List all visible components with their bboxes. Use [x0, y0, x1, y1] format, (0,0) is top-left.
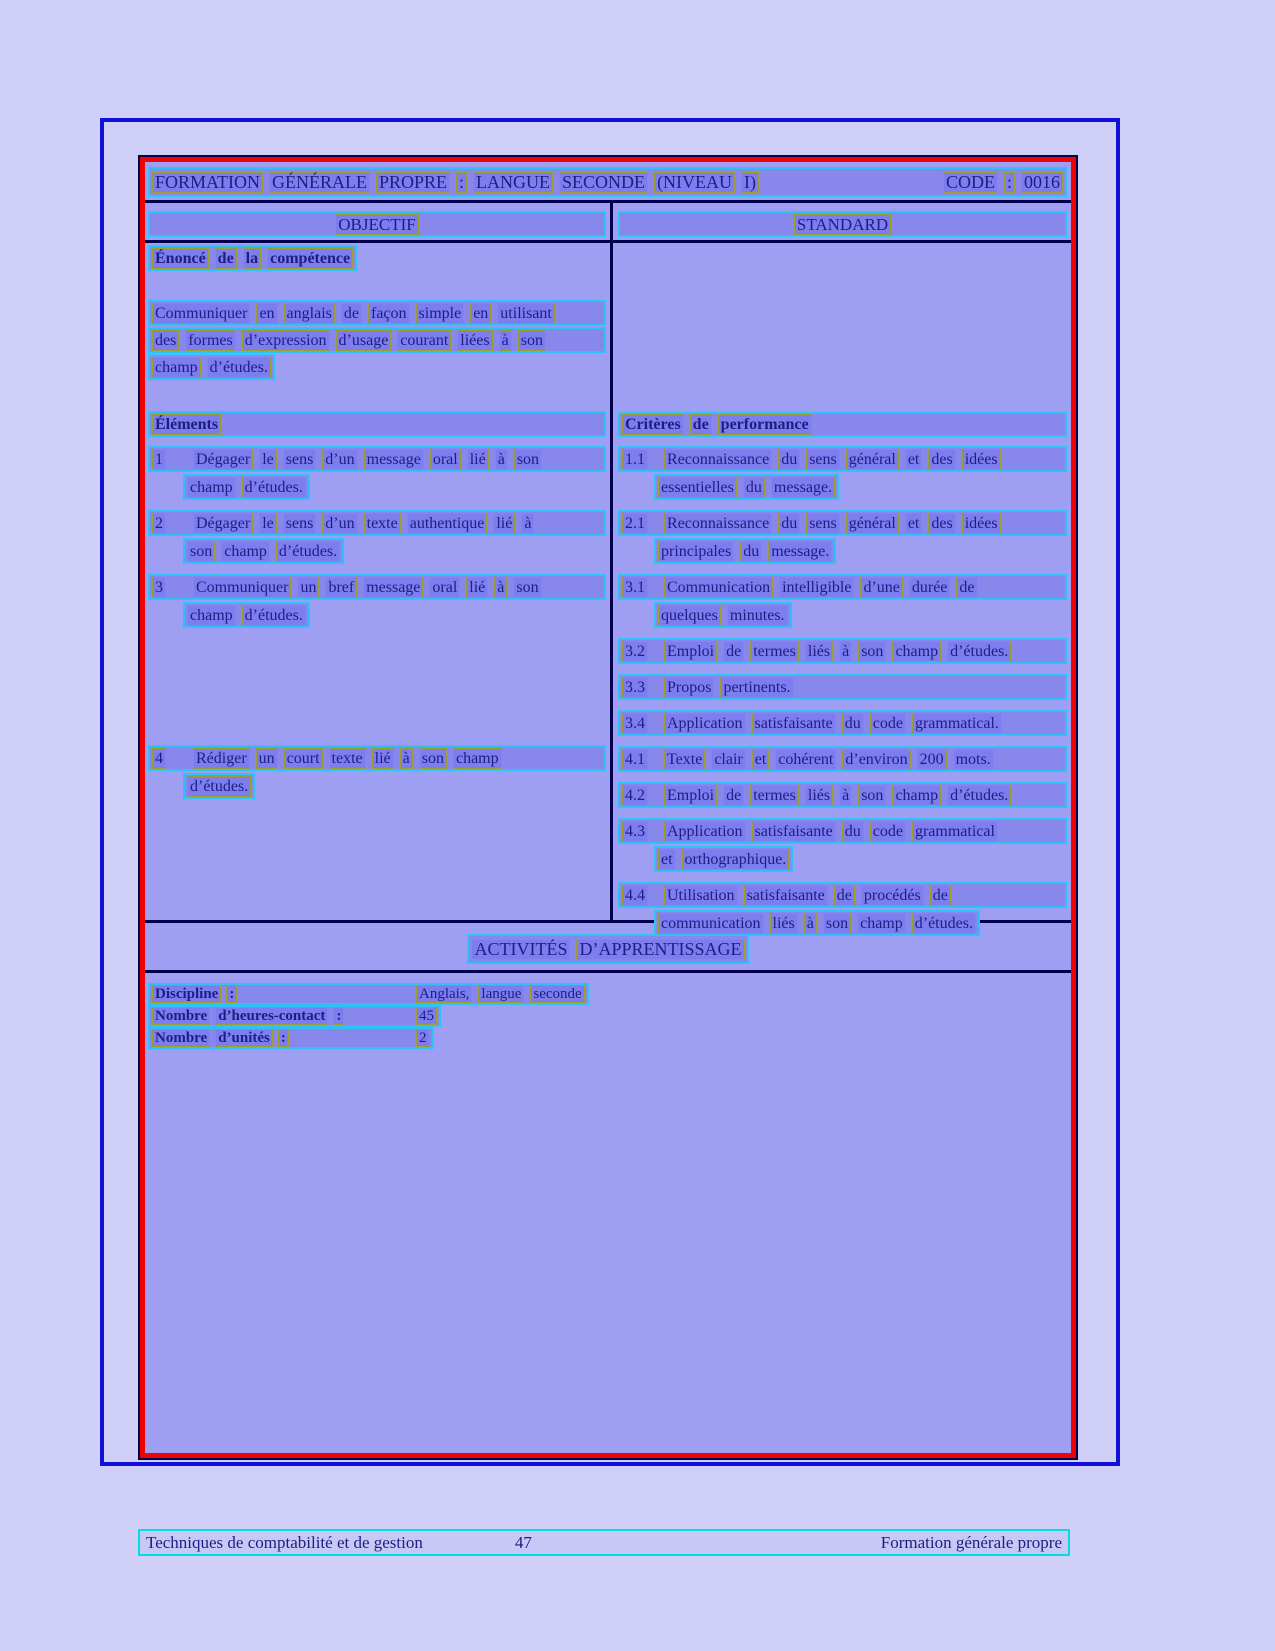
- word-box: un: [256, 748, 278, 769]
- page-footer: [138, 1529, 1070, 1556]
- word-box: simple: [416, 303, 465, 324]
- column-headers-row: [145, 203, 1071, 243]
- item-number: [152, 577, 187, 598]
- word-box: authentique: [407, 513, 488, 534]
- word-box: champ: [187, 605, 236, 626]
- word-box: anglais: [284, 303, 335, 324]
- word-box: son: [823, 913, 851, 934]
- word-box: message.: [768, 541, 832, 562]
- word-box: durée: [909, 577, 951, 598]
- word-box: le: [259, 513, 277, 534]
- word-box: 2.1: [622, 513, 648, 534]
- word-box: général: [846, 449, 899, 470]
- word-box: grammatical.: [912, 713, 1002, 734]
- item-number: [622, 677, 658, 698]
- word-box: satisfaisante: [752, 713, 836, 734]
- word-box: minutes.: [727, 605, 788, 626]
- word-box: FORMATION: [152, 172, 263, 193]
- word-box: d’études.: [207, 357, 271, 378]
- word-box: mots.: [953, 749, 994, 770]
- competence-paragraph: [148, 300, 606, 381]
- text-line: [148, 327, 606, 353]
- item-4.3: [618, 818, 1067, 874]
- word-box: des: [928, 513, 955, 534]
- text-line: [618, 882, 1067, 908]
- word-box: cohérent: [775, 749, 836, 770]
- word-box: à: [804, 913, 817, 934]
- word-box: liés: [805, 641, 833, 662]
- word-box: Critères: [622, 414, 684, 435]
- text-line: [148, 446, 606, 472]
- text-line: [148, 745, 606, 771]
- word-box: liées: [457, 330, 492, 351]
- info-label: [152, 985, 410, 1003]
- item-number: [622, 785, 658, 806]
- word-box: Nombre: [152, 1007, 210, 1025]
- word-box: seconde: [530, 985, 584, 1003]
- word-box: d’études.: [242, 605, 306, 626]
- word-box: intelligible: [779, 577, 854, 598]
- word-box: du: [778, 449, 800, 470]
- word-box: d’études.: [187, 776, 251, 797]
- word-box: Anglais,: [416, 985, 472, 1003]
- word-box: CODE: [943, 172, 998, 193]
- word-box: :: [1004, 172, 1015, 193]
- word-box: idées: [962, 513, 1001, 534]
- item-number: [622, 749, 658, 770]
- word-box: Éléments: [152, 414, 221, 435]
- criteria-list: [618, 446, 1067, 946]
- footer-program-name: Techniques de comptabilité et de gestion: [146, 1532, 423, 1552]
- word-box: performance: [718, 414, 812, 435]
- word-box: SECONDE: [559, 172, 648, 193]
- footer-section-name: Formation générale propre: [880, 1532, 1062, 1552]
- word-box: de: [930, 885, 951, 906]
- word-box: orthographique.: [682, 849, 790, 870]
- word-box: d’études.: [276, 541, 340, 562]
- word-box: son: [858, 785, 886, 806]
- criteria-heading: [618, 412, 1067, 437]
- item-number: [152, 449, 187, 470]
- item-3.4: [618, 710, 1067, 738]
- word-box: à: [494, 577, 507, 598]
- competency-table: [138, 155, 1078, 1460]
- item-3: [148, 574, 606, 630]
- word-box: champ: [221, 541, 270, 562]
- word-box: du: [743, 477, 765, 498]
- word-box: clair: [711, 749, 745, 770]
- word-box: champ: [187, 477, 236, 498]
- word-box: et: [905, 513, 923, 534]
- word-box: Nombre: [152, 1029, 210, 1047]
- word-box: 4.1: [622, 749, 648, 770]
- word-box: et: [658, 849, 676, 870]
- word-box: bref: [325, 577, 357, 598]
- word-box: son: [858, 641, 886, 662]
- text-line: [148, 300, 606, 326]
- text-line: [618, 574, 1067, 600]
- word-box: message: [364, 449, 424, 470]
- text-line: [618, 510, 1067, 536]
- word-box: de: [341, 303, 362, 324]
- item-2.1: [618, 510, 1067, 566]
- word-box: termes: [750, 785, 799, 806]
- word-box: d’environ: [842, 749, 910, 770]
- word-box: 1: [152, 449, 166, 470]
- item-number: [622, 513, 658, 534]
- competence-statement-heading: [148, 245, 357, 271]
- word-box: code: [870, 821, 906, 842]
- word-box: à: [499, 330, 512, 351]
- word-box: 45: [416, 1007, 437, 1025]
- word-box: de: [723, 641, 744, 662]
- text-line: [148, 574, 606, 600]
- activities-heading: [467, 934, 748, 964]
- word-box: OBJECTIF: [335, 214, 418, 235]
- title-band: [148, 167, 1067, 197]
- standard-header-cell: [613, 203, 1071, 240]
- text-line: [148, 983, 589, 1005]
- word-box: GÉNÉRALE: [269, 172, 370, 193]
- text-line: [148, 1005, 441, 1027]
- word-box: et: [752, 749, 770, 770]
- item-number: [622, 641, 658, 662]
- word-box: son: [513, 577, 541, 598]
- word-box: Propos: [664, 677, 714, 698]
- word-box: oral: [429, 577, 460, 598]
- word-box: Dégager: [193, 513, 253, 534]
- word-box: d’heures-contact: [215, 1007, 328, 1025]
- elements-heading: [148, 411, 606, 437]
- word-box: pertinents.: [720, 677, 793, 698]
- word-box: des: [928, 449, 955, 470]
- word-box: Communiquer: [152, 303, 250, 324]
- word-box: 3.1: [622, 577, 648, 598]
- word-box: 4.3: [622, 821, 648, 842]
- word-box: 4.4: [622, 885, 648, 906]
- word-box: I): [741, 172, 759, 193]
- word-box: satisfaisante: [752, 821, 836, 842]
- item-4.2: [618, 782, 1067, 810]
- word-box: à: [495, 449, 508, 470]
- text-line: [183, 773, 255, 799]
- word-box: 3: [152, 577, 166, 598]
- word-box: termes: [750, 641, 799, 662]
- text-line: [148, 354, 275, 380]
- word-box: du: [778, 513, 800, 534]
- word-box: du: [842, 713, 864, 734]
- text-line: [618, 446, 1067, 472]
- word-box: champ: [892, 785, 941, 806]
- word-box: Application: [664, 713, 746, 734]
- word-box: utilisant: [497, 303, 555, 324]
- word-box: liés: [770, 913, 798, 934]
- word-box: d’études.: [912, 913, 976, 934]
- word-box: LANGUE: [473, 172, 553, 193]
- text-line: [183, 602, 310, 628]
- word-box: Emploi: [664, 641, 717, 662]
- word-box: D’APPRENTISSAGE: [576, 939, 744, 960]
- word-box: Reconnaissance: [664, 449, 772, 470]
- word-box: 4.2: [622, 785, 648, 806]
- word-box: Texte: [664, 749, 705, 770]
- word-box: général: [846, 513, 899, 534]
- word-box: d’unités: [215, 1029, 273, 1047]
- word-box: :: [278, 1029, 289, 1047]
- standard-header: [618, 211, 1067, 237]
- item-2: [148, 510, 606, 566]
- item-number: [622, 713, 658, 734]
- word-box: essentielles: [658, 477, 737, 498]
- word-box: PROPRE: [376, 172, 450, 193]
- objective-cell: [145, 243, 613, 920]
- word-box: champ: [152, 357, 201, 378]
- word-box: 0016: [1021, 172, 1063, 193]
- word-box: compétence: [267, 248, 353, 269]
- info-block: [145, 973, 1071, 1453]
- word-box: son: [419, 748, 447, 769]
- activities-row: [145, 923, 1071, 973]
- elements-list: [148, 446, 606, 809]
- word-box: son: [187, 541, 215, 562]
- word-box: message.: [771, 477, 835, 498]
- word-box: champ: [857, 913, 906, 934]
- word-box: à: [400, 748, 413, 769]
- word-box: Communiquer: [193, 577, 291, 598]
- word-box: 3.2: [622, 641, 648, 662]
- item-number: [622, 577, 658, 598]
- word-box: :: [333, 1007, 344, 1025]
- text-line: [618, 710, 1067, 736]
- word-box: un: [297, 577, 319, 598]
- word-box: à: [839, 641, 852, 662]
- word-box: d’études.: [242, 477, 306, 498]
- word-box: des: [152, 330, 179, 351]
- word-box: 4: [152, 748, 166, 769]
- word-box: de: [690, 414, 712, 435]
- title-row: [145, 162, 1071, 203]
- word-box: oral: [430, 449, 461, 470]
- text-line: [618, 746, 1067, 772]
- word-box: en: [256, 303, 277, 324]
- word-box: liés: [805, 785, 833, 806]
- word-box: à: [839, 785, 852, 806]
- footer-page-number: 47: [514, 1532, 532, 1552]
- word-box: message: [363, 577, 423, 598]
- competency-table-inner: [140, 157, 1076, 1458]
- word-box: le: [259, 449, 277, 470]
- word-box: formes: [185, 330, 235, 351]
- word-box: court: [284, 748, 323, 769]
- objective-header-cell: [145, 203, 613, 240]
- word-box: façon: [368, 303, 410, 324]
- word-box: idées: [962, 449, 1001, 470]
- word-box: code: [870, 713, 906, 734]
- text-line: [654, 474, 839, 500]
- word-box: lié: [467, 449, 489, 470]
- word-box: et: [905, 449, 923, 470]
- word-box: en: [470, 303, 491, 324]
- word-box: de: [834, 885, 855, 906]
- word-box: Rédiger: [193, 748, 250, 769]
- word-box: champ: [453, 748, 502, 769]
- word-box: lié: [372, 748, 394, 769]
- word-box: satisfaisante: [744, 885, 828, 906]
- text-line: [148, 1027, 434, 1049]
- word-box: sens: [283, 513, 317, 534]
- item-4: [148, 745, 606, 801]
- word-box: STANDARD: [794, 214, 891, 235]
- word-box: grammatical: [912, 821, 998, 842]
- word-box: 200: [917, 749, 947, 770]
- text-line: [183, 474, 310, 500]
- word-box: lié: [466, 577, 488, 598]
- word-box: d’études.: [947, 785, 1011, 806]
- info-label: [152, 1029, 410, 1047]
- word-box: à: [521, 513, 534, 534]
- word-box: :: [226, 985, 237, 1003]
- word-box: Énoncé: [152, 248, 209, 269]
- text-line: [618, 674, 1067, 700]
- word-box: sens: [806, 513, 840, 534]
- item-3.1: [618, 574, 1067, 630]
- word-box: 3.3: [622, 677, 648, 698]
- word-box: sens: [283, 449, 317, 470]
- word-box: 2: [416, 1029, 430, 1047]
- item-number: [622, 821, 658, 842]
- word-box: :: [456, 172, 467, 193]
- word-box: Application: [664, 821, 746, 842]
- item-number: [152, 748, 187, 769]
- word-box: de: [215, 248, 237, 269]
- item-number: [152, 513, 187, 534]
- word-box: d’un: [322, 513, 357, 534]
- word-box: (NIVEAU: [654, 172, 735, 193]
- text-line: [148, 510, 606, 536]
- word-box: principales: [658, 541, 734, 562]
- word-box: d’expression: [242, 330, 330, 351]
- text-line: [654, 846, 793, 872]
- word-box: d’études.: [947, 641, 1011, 662]
- item-1: [148, 446, 606, 502]
- word-box: 2: [152, 513, 166, 534]
- word-box: texte: [364, 513, 401, 534]
- word-box: 3.4: [622, 713, 648, 734]
- word-box: du: [740, 541, 762, 562]
- word-box: d’un: [322, 449, 357, 470]
- info-label: [152, 1007, 410, 1025]
- word-box: Reconnaissance: [664, 513, 772, 534]
- word-box: Dégager: [193, 449, 253, 470]
- word-box: langue: [478, 985, 524, 1003]
- word-box: Utilisation: [664, 885, 738, 906]
- body-row: [145, 243, 1071, 932]
- text-line: [618, 782, 1067, 808]
- word-box: communication: [658, 913, 764, 934]
- word-box: son: [514, 449, 542, 470]
- word-box: de: [723, 785, 744, 806]
- item-4.1: [618, 746, 1067, 774]
- item-number: [622, 449, 658, 470]
- word-box: d’une: [860, 577, 902, 598]
- word-box: lié: [493, 513, 515, 534]
- word-box: ACTIVITÉS: [471, 939, 570, 960]
- word-box: Discipline: [152, 985, 221, 1003]
- word-box: quelques: [658, 605, 721, 626]
- word-box: d’usage: [336, 330, 392, 351]
- word-box: texte: [329, 748, 366, 769]
- item-number: [622, 885, 658, 906]
- item-3.3: [618, 674, 1067, 702]
- text-line: [183, 538, 344, 564]
- word-box: la: [243, 248, 261, 269]
- objective-header: [148, 211, 606, 237]
- word-box: procédés: [861, 885, 924, 906]
- word-box: 1.1: [622, 449, 648, 470]
- word-box: Emploi: [664, 785, 717, 806]
- word-box: sens: [806, 449, 840, 470]
- text-line: [618, 638, 1067, 664]
- standard-cell: [613, 243, 1071, 932]
- word-box: du: [842, 821, 864, 842]
- word-box: courant: [397, 330, 451, 351]
- text-line: [654, 602, 792, 628]
- word-box: de: [956, 577, 977, 598]
- item-1.1: [618, 446, 1067, 502]
- text-line: [654, 538, 836, 564]
- word-box: son: [518, 330, 546, 351]
- text-line: [618, 818, 1067, 844]
- word-box: champ: [892, 641, 941, 662]
- item-3.2: [618, 638, 1067, 666]
- word-box: Communication: [664, 577, 773, 598]
